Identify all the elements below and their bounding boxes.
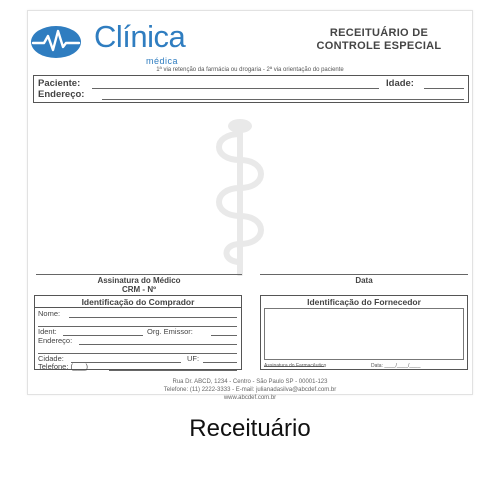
buyer-title-divider [35,307,241,308]
buyer-phone-field[interactable] [109,370,237,371]
buyer-phone-label: Telefone: (___) [38,362,89,371]
via-note: 1ª via retenção da farmácia ou drogaria - 2ª via orientação do paciente [156,67,344,73]
clinic-subtitle: médica [146,56,179,66]
buyer-address-label: Endereço: [38,336,73,345]
document-title [294,27,464,53]
clinic-logo [30,19,230,71]
caduceus-watermark-icon [200,116,280,276]
address-label: Endereço: [38,89,85,100]
buyer-id-field[interactable] [63,335,143,336]
buyer-issuer-label: Org. Emissor: [147,327,193,336]
buyer-address-field-2[interactable] [38,353,237,354]
prescription-sheet [27,10,473,401]
buyer-city-label: Cidade: [38,354,64,363]
doctor-signature-line[interactable] [36,274,242,275]
footer-website: www.abcdef.com.br [223,395,277,401]
buyer-id-label: Ident: [38,327,57,336]
title-line-1: RECEITUÁRIO DE [329,27,429,39]
buyer-state-field[interactable] [203,362,237,363]
supplier-date-label: Data: ____/____/____ [371,363,421,369]
buyer-box [34,295,242,370]
address-field[interactable] [102,99,464,100]
supplier-box [260,295,468,370]
supplier-box-title: Identificação do Fornecedor [307,297,421,307]
buyer-name-field[interactable] [69,317,237,318]
title-line-2: CONTROLE ESPECIAL [316,40,442,52]
footer-contact: Telefone: (11) 2222-3333 - E-mail: julianadasilva@abcdef.com.br [163,387,337,393]
patient-label: Paciente: [38,78,81,89]
age-field[interactable] [424,88,464,89]
buyer-name-field-2[interactable] [38,326,237,327]
pharmacist-signature-label: Assinatura do Farmacêutico [264,363,327,369]
buyer-issuer-field[interactable] [211,335,237,336]
caption: Receituário [189,415,311,442]
patient-box [33,75,469,103]
footer-address: Rua Dr. ABCD, 1234 - Centro - São Paulo SP - 00001-123 [172,379,328,385]
date-label: Data [355,276,373,285]
crm-label: CRM - Nº [121,285,157,294]
age-label: Idade: [386,78,414,89]
footer [28,378,472,402]
buyer-state-label: UF: [187,354,200,363]
supplier-stamp-area[interactable] [264,308,464,360]
clinic-name: Clínica [94,19,186,54]
buyer-name-label: Nome: [38,309,61,318]
doctor-signature-label: Assinatura do Médico [97,276,181,285]
buyer-address-field[interactable] [79,344,237,345]
buyer-box-title: Identificação do Comprador [81,297,195,307]
doctor-signature-block [36,276,242,294]
patient-field[interactable] [92,88,379,89]
date-line[interactable] [260,274,468,275]
heartbeat-logo-icon [30,25,82,59]
